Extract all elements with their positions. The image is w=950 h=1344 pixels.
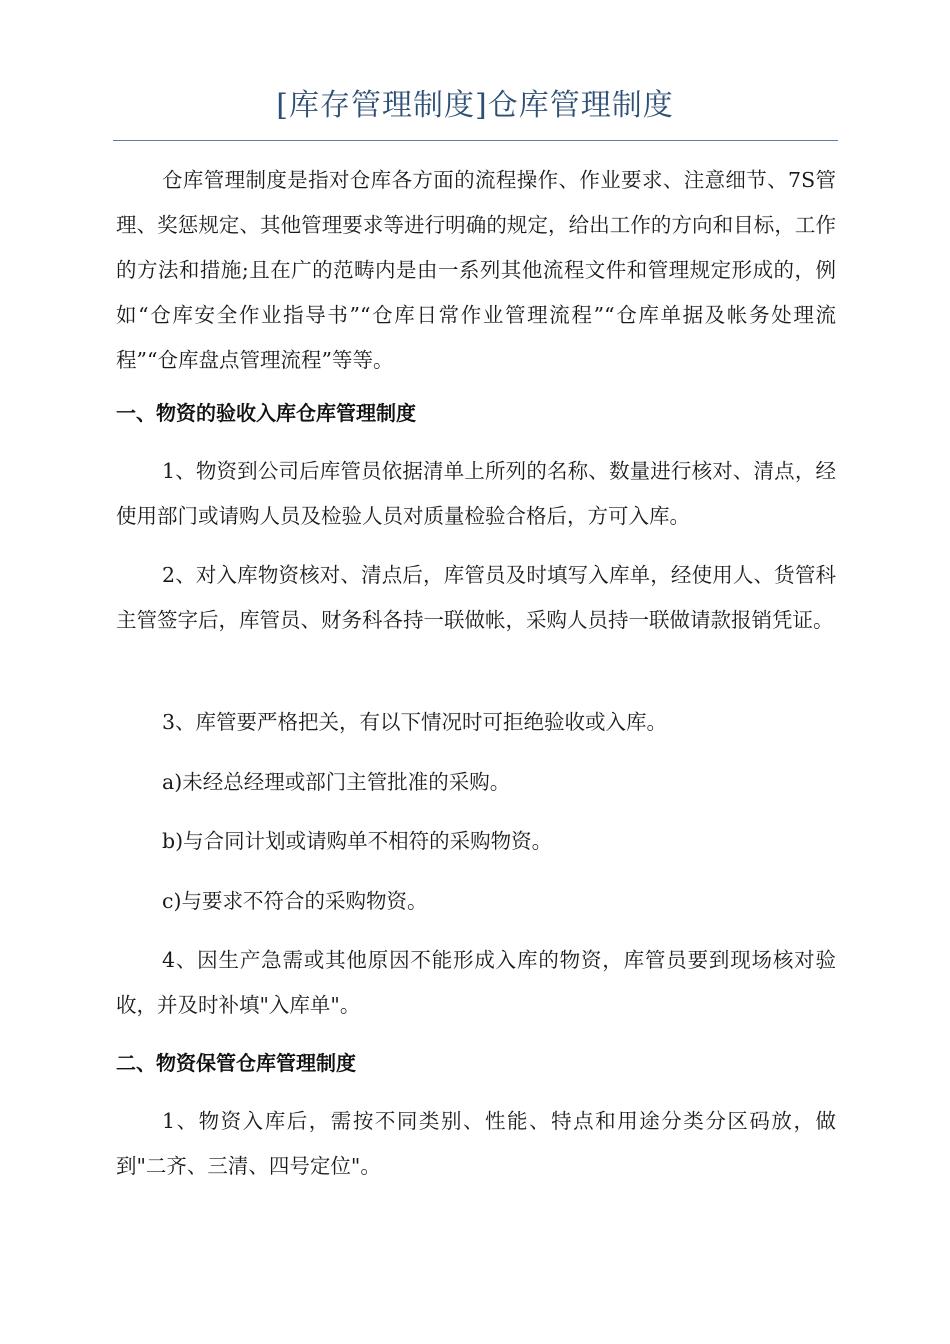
section1-item-3c: c)与要求不符合的采购物资。	[162, 889, 428, 913]
section1-item-3a: a)未经总经理或部门主管批准的采购。	[162, 770, 511, 794]
section1-item-4: 4、因生产急需或其他原因不能形成入库的物资，库管员要到现场核对验收，并及时补填"入库单"。	[116, 948, 836, 1017]
title-divider	[113, 140, 838, 141]
page-title: [库存管理制度]仓库管理制度	[276, 88, 674, 123]
section2-heading: 二、物资保管仓库管理制度	[116, 1051, 356, 1075]
section1-item-2: 2、对入库物资核对、清点后，库管员及时填写入库单，经使用人、货管科主管签字后，库管员、财务科各持一联做帐，采购人员持一联做请款报销凭证。	[116, 563, 836, 632]
section1-item-3b: b)与合同计划或请购单不相符的采购物资。	[162, 829, 553, 853]
section1-item-3: 3、库管要严格把关，有以下情况时可拒绝验收或入库。	[162, 710, 668, 734]
intro-paragraph: 仓库管理制度是指对仓库各方面的流程操作、作业要求、注意细节、7S管理、奖惩规定、其他管理要求等进行明确的规定，给出工作的方向和目标，工作的方法和措施;且在广的范畴内是由一系列其他流程文件和管理规定形成的，例如“仓库安全作业指导书”“仓库日常作业管理流程”“仓库单据及帐务处理流程”“仓库盘点管理流程”等等。	[116, 168, 836, 372]
section1-heading: 一、物资的验收入库仓库管理制度	[116, 401, 416, 425]
section2-item-1: 1、物资入库后，需按不同类别、性能、特点和用途分类分区码放，做到"二齐、三清、四号定位"。	[116, 1109, 836, 1178]
section1-item-1: 1、物资到公司后库管员依据清单上所列的名称、数量进行核对、清点，经使用部门或请购人员及检验人员对质量检验合格后，方可入库。	[116, 459, 836, 528]
